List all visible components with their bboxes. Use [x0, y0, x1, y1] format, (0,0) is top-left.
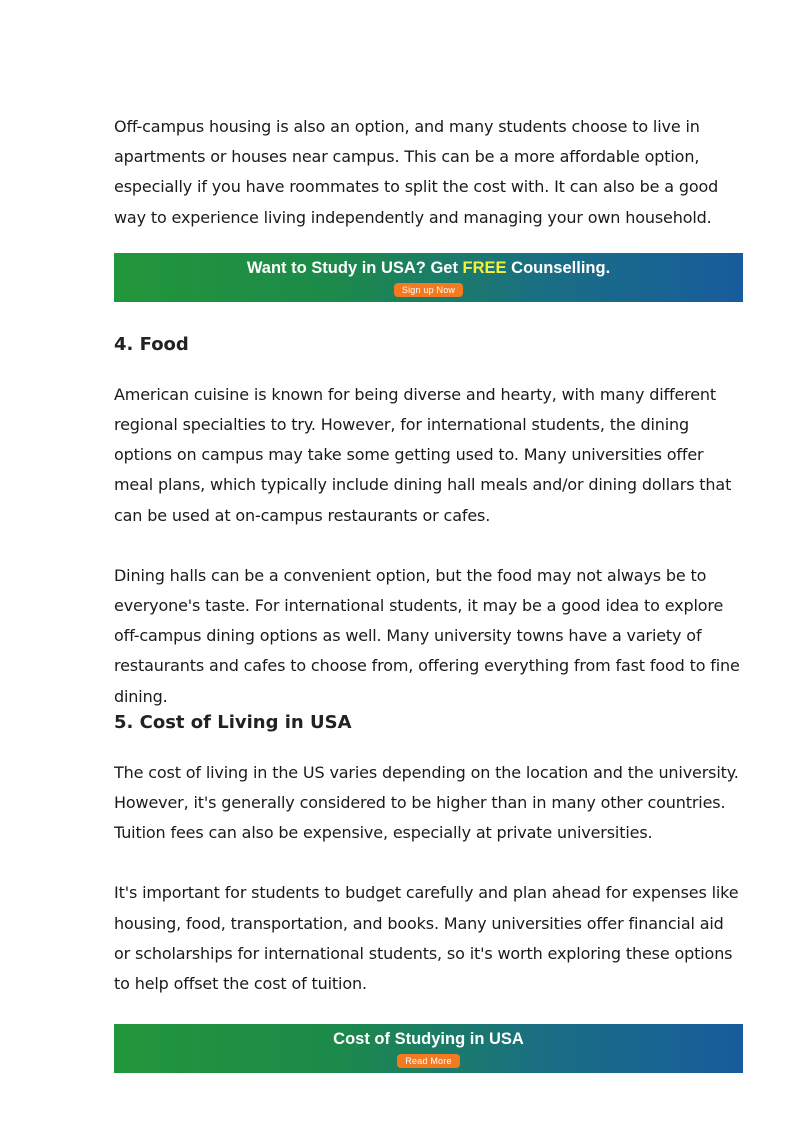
cost-paragraph-2: It's important for students to budget carefully and plan ahead for expenses like housing, food, transportation, and books. Many universities offer financial aid or scholarships for international students, so it's worth exploring these options to help offset the cost of tuition. — [114, 883, 739, 994]
counselling-banner-title-suffix: Counselling. — [506, 258, 611, 277]
food-paragraph-2: Dining halls can be a convenient option, but the food may not always be to everyone's taste. For international students, it may be a good idea to explore off-campus dining options as well. Many university towns have a variety of restaurants and cafes to choose from, offering everything from fast food to fine dining. — [114, 565, 740, 706]
read-more-button[interactable]: Read More — [397, 1054, 459, 1068]
counselling-banner-title-prefix: Want to Study in USA? Get — [246, 258, 463, 277]
food-heading: 4. Food — [114, 333, 189, 355]
document-page — [114, 112, 744, 1073]
intro-paragraph: Off-campus housing is also an option, and many students choose to live in apartments or houses near campus. This can be a more affordable option, especially if you have roommates to split the cost with. It can also be a good way to experience living independently and managing your own household. — [114, 117, 719, 227]
food-paragraph-1: American cuisine is known for being diverse and hearty, with many different regional specialties to try. However, for international students, the dining options on campus may take some getting used to. Many universities offer meal plans, which typically include dining hall meals and/or dining dollars that can be used at on-campus restaurants or cafes. — [114, 384, 732, 525]
cost-heading: 5. Cost of Living in USA — [114, 711, 352, 733]
cost-paragraph-1: The cost of living in the US varies depending on the location and the university. However, it's generally considered to be higher than in many other countries. Tuition fees can also be expensive, especially at private universities. — [114, 762, 739, 843]
counselling-banner-title — [114, 253, 743, 278]
cost-of-studying-banner[interactable] — [114, 1024, 743, 1073]
counselling-banner[interactable] — [114, 253, 743, 302]
cost-banner-title: Cost of Studying in USA — [333, 1030, 524, 1049]
counselling-banner-free: FREE — [462, 258, 507, 277]
sign-up-button[interactable]: Sign up Now — [394, 283, 463, 297]
